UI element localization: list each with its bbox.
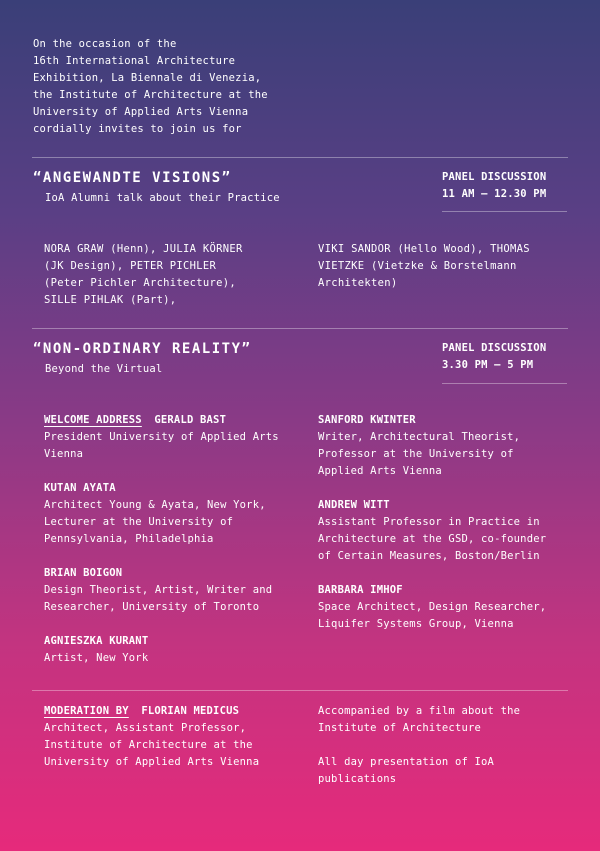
intro-line: On the occasion of the [33,38,177,50]
speaker-desc-line: Architect Young & Ayata, New York, [44,499,266,511]
session2-type: PANEL DISCUSSION [442,342,547,354]
session2-heading [33,341,251,378]
moderation-name: FLORIAN MEDICUS [141,705,240,717]
speaker-name: BARBARA IMHOF [318,584,403,596]
presentation-note-line: All day presentation of IoA [318,756,495,768]
film-note-line: Institute of Architecture [318,722,482,734]
session1-info [442,169,546,203]
speaker-name: ANDREW WITT [318,499,390,511]
speaker-desc-line: of Certain Measures, Boston/Berlin [318,550,540,562]
moderation-desc-line: Architect, Assistant Professor, [44,722,247,734]
speaker-desc-line: Architecture at the GSD, co-founder [318,533,547,545]
divider [32,157,568,158]
welcome-desc-line: President University of Applied Arts [44,431,279,443]
session1-subtitle: IoA Alumni talk about their Practice [45,192,280,204]
welcome-name: GERALD BAST [154,414,227,426]
speaker-line: Architekten) [318,277,398,289]
film-note-line: Accompanied by a film about the [318,705,521,717]
speaker-desc-line: Liquifer Systems Group, Vienna [318,618,514,630]
divider [442,383,567,384]
speaker-desc-line: Space Architect, Design Researcher, [318,601,547,613]
intro-line: cordially invites to join us for [33,123,242,135]
speaker-line: NORA GRAW (Henn), JULIA KÖRNER [44,243,243,255]
notes-block [318,703,578,788]
welcome-desc-line: Vienna [44,448,84,460]
welcome-block [44,412,309,463]
presentation-note-line: publications [318,773,397,785]
session2-title: “NON-ORDINARY REALITY” [33,341,252,357]
intro-line: Exhibition, La Biennale di Venezia, [33,72,262,84]
session1-speakers-right [318,241,578,292]
speaker-block [44,633,309,667]
moderation-desc-line: University of Applied Arts Vienna [44,756,260,768]
speaker-line: (Peter Pichler Architecture), [44,277,237,289]
session1-title: “ANGEWANDTE VISIONS” [33,170,232,186]
moderation-block [44,703,309,771]
speaker-name: AGNIESZKA KURANT [44,635,149,647]
session1-type: PANEL DISCUSSION [442,171,547,183]
session1-time: 11 AM — 12.30 PM [442,188,547,200]
speaker-desc-line: Applied Arts Vienna [318,465,442,477]
speaker-line: (JK Design), PETER PICHLER [44,260,217,272]
moderation-label: MODERATION BY [44,705,129,717]
speaker-line: VIETZKE (Vietzke & Borstelmann [318,260,517,272]
speaker-desc-line: Writer, Architectural Theorist, [318,431,521,443]
intro-text [33,36,293,138]
speaker-desc-line: Pennsylvania, Philadelphia [44,533,214,545]
intro-line: University of Applied Arts Vienna [33,106,249,118]
speaker-line: VIKI SANDOR (Hello Wood), THOMAS [318,243,530,255]
session1-heading [33,170,280,207]
speaker-desc-line: Professor at the University of [318,448,514,460]
session2-right-column [318,412,578,633]
speaker-block [44,480,309,548]
welcome-label: WELCOME ADDRESS [44,414,142,426]
divider [442,211,567,212]
divider [32,690,568,691]
intro-line: the Institute of Architecture at the [33,89,268,101]
speaker-name: BRIAN BOIGON [44,567,123,579]
speaker-desc-line: Assistant Professor in Practice in [318,516,540,528]
speaker-name: SANFORD KWINTER [318,414,416,426]
speaker-block [44,565,309,616]
session1-speakers-left [44,241,309,309]
speaker-desc-line: Artist, New York [44,652,149,664]
speaker-block [318,497,578,565]
speaker-name: KUTAN AYATA [44,482,116,494]
moderation-desc-line: Institute of Architecture at the [44,739,253,751]
session2-subtitle: Beyond the Virtual [45,363,163,375]
speaker-desc-line: Lecturer at the University of [44,516,234,528]
speaker-line: SILLE PIHLAK (Part), [44,294,177,306]
speaker-desc-line: Researcher, University of Toronto [44,601,260,613]
intro-line: 16th International Architecture [33,55,236,67]
speaker-block [318,412,578,480]
divider [32,328,568,329]
speaker-block [318,582,578,633]
session2-left-column [44,412,309,667]
speaker-desc-line: Design Theorist, Artist, Writer and [44,584,273,596]
session2-info [442,340,546,374]
session2-time: 3.30 PM — 5 PM [442,359,534,371]
